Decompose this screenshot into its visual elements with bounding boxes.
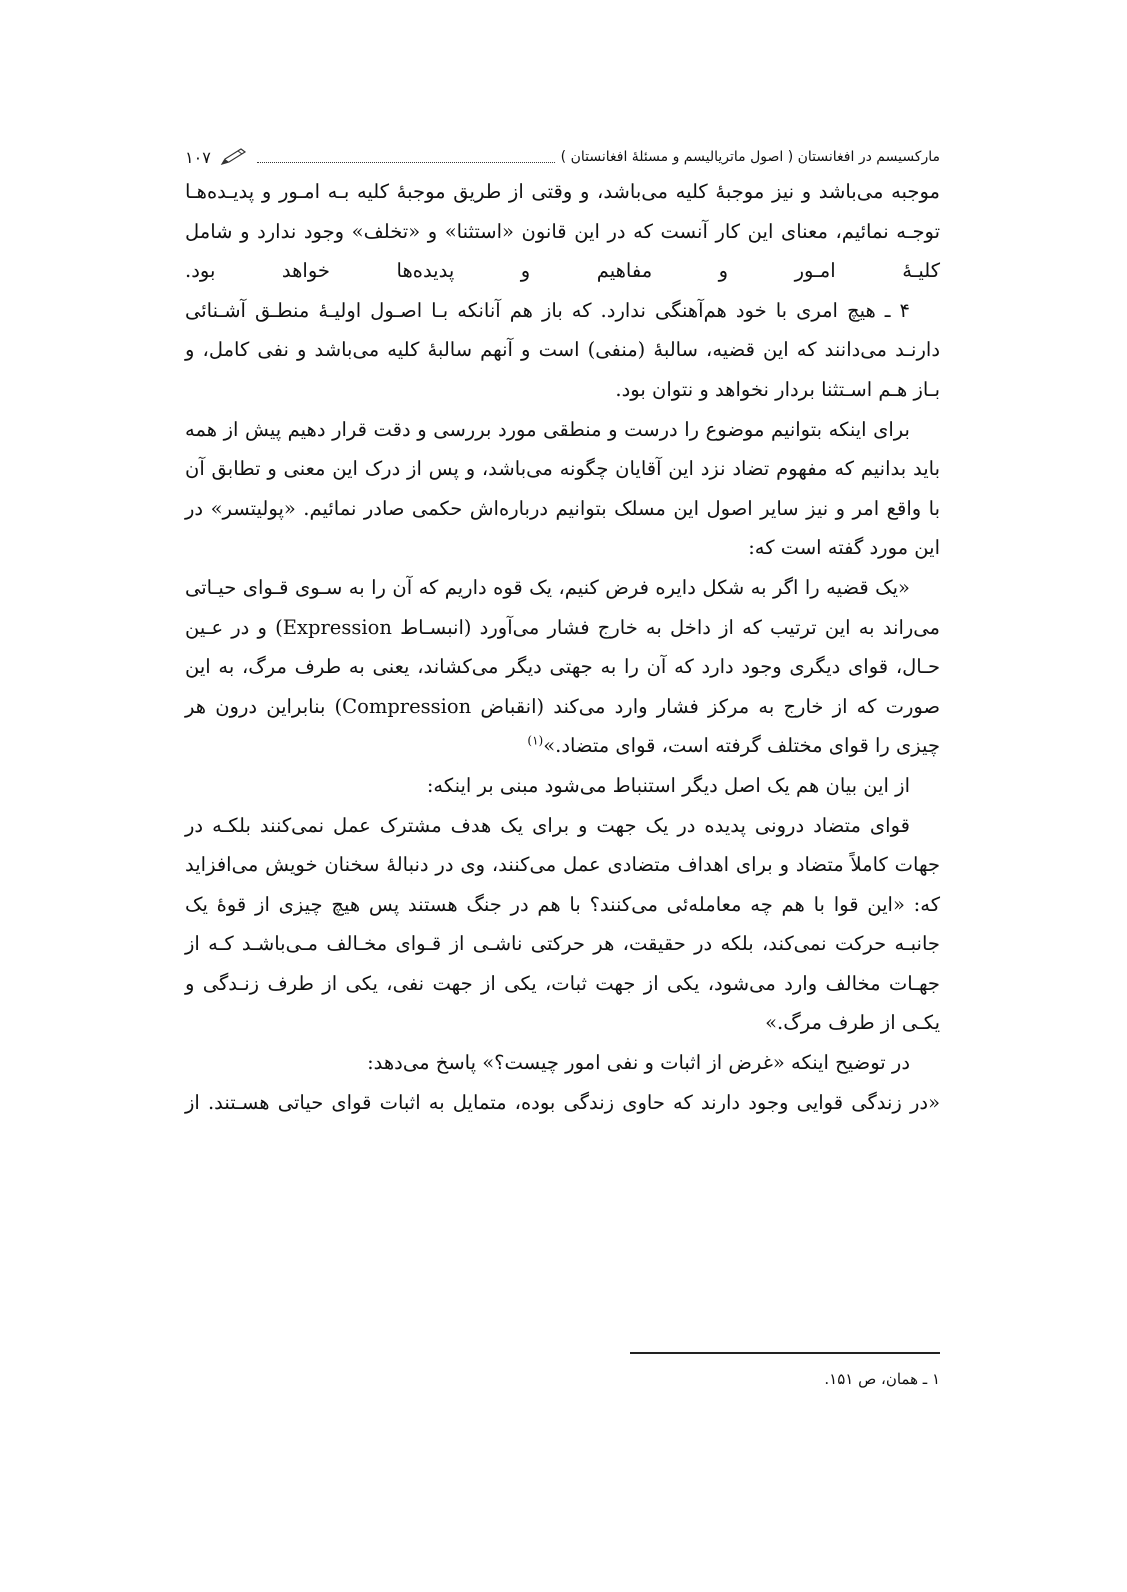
paragraph: برای اینکه بتوانیم موضوع را درست و منطقی مورد بررسی و دقت قرار دهیم پیش از همه باید بدانیم که مفهوم تضاد نزد این آقایان چگونه می‌باشد، و پس از درک این معنی و تطابق آن با واقع امر و نیز سایر اصول این مسلک بتوانیم درباره‌اش حکمی صادر نمائیم. «پولیتسر» در این مورد گفته است که: bbox=[185, 417, 940, 560]
running-header-title: مارکسیسم در افغانستان ( اصول ماتریالیسم و مسئلهٔ افغانستان ) bbox=[560, 149, 940, 165]
footnote: ۱ ـ همان، ص ۱۵۱. bbox=[824, 1370, 940, 1388]
quote-text: «یک قضیه را اگر به شکل دایره فرض کنیم، یک قوه داریم که آن را به سـوی قـوای حیـاتی می‌راند به این ترتیب که از داخل به خارج فشار می‌آورد (انبسـاط Expression) و در عـین حـال، قوای دیگری وجود دارد که آن را به جهتی دیگر می‌کشاند، یعنی به طرف مرگ، به این صورت که از خارج به مرکز فشار وارد می‌کند (انقباض Compression) بنابراین درون هر چیزی را قوای مختلف گرفته است، قوای متضاد.» bbox=[185, 575, 940, 758]
paragraph: از این بیان هم یک اصل دیگر استنباط می‌شود مبنی بر اینکه: bbox=[426, 773, 910, 797]
main-text bbox=[185, 172, 940, 1122]
paragraph: «در زندگی قوایی وجود دارند که حاوی زندگی بوده، متمایل به اثبات قوای حیاتی هسـتند. از bbox=[185, 1090, 940, 1114]
paragraph: ۴ ـ هیچ امری با خود هم‌آهنگی ندارد. که باز هم آنانکه بـا اصـول اولیـهٔ منطـق آشـنائی دارنـد می‌دانند که این قضیه، سالبهٔ (منفی) است و آنهم سالبهٔ کلیه می‌باشد و نفی کامل، و بـاز هـم اسـتثنا بردار نخواهد و نتوان بود. bbox=[185, 298, 940, 401]
paragraph: موجبه می‌باشد و نیز موجبهٔ کلیه می‌باشد، و وقتی از طریق موجبهٔ کلیه بـه امـور و پدیـده‌هـا توجـه نمائیم، معنای این کار آنست که در این قانون «استثنا» و «تخلف» وجود ندارد و شامل کلیـهٔ امـور و مفاهیم و پدیده‌ها خواهد بود. bbox=[185, 180, 940, 283]
header-dot-leader bbox=[257, 162, 555, 163]
footnote-separator bbox=[630, 1352, 940, 1354]
pen-icon bbox=[219, 147, 247, 167]
quote-paragraph bbox=[185, 568, 940, 766]
paragraph: قوای متضاد درونی پدیده در یک جهت و برای یک هدف مشترک عمل نمی‌کنند بلکـه در جهات کاملاً متضاد و برای اهداف متضادی عمل می‌کنند، وی در دنبالهٔ سخنان خویش می‌افزاید که: «این قوا با هم چه معامله‌ئی می‌کنند؟ با هم در جنگ هستند پس هیچ چیزی از قوهٔ یک جانبـه حرکت نمی‌کند، بلکه در حقیقت، هر حرکتی ناشـی از قـوای مخـالف مـی‌باشـد کـه از جهـات مخالف وارد می‌شود، یکی از جهت ثبات، یکی از جهت نفی، یکی از طرف زنـدگی و یکـی از طرف مرگ.» bbox=[185, 813, 940, 1035]
footnote-marker: (۱) bbox=[527, 733, 544, 748]
paragraph: در توضیح اینکه «غرض از اثبات و نفی امور چیست؟» پاسخ می‌دهد: bbox=[367, 1051, 910, 1075]
page-number: ۱۰۷ bbox=[185, 147, 211, 167]
running-header bbox=[185, 142, 940, 172]
